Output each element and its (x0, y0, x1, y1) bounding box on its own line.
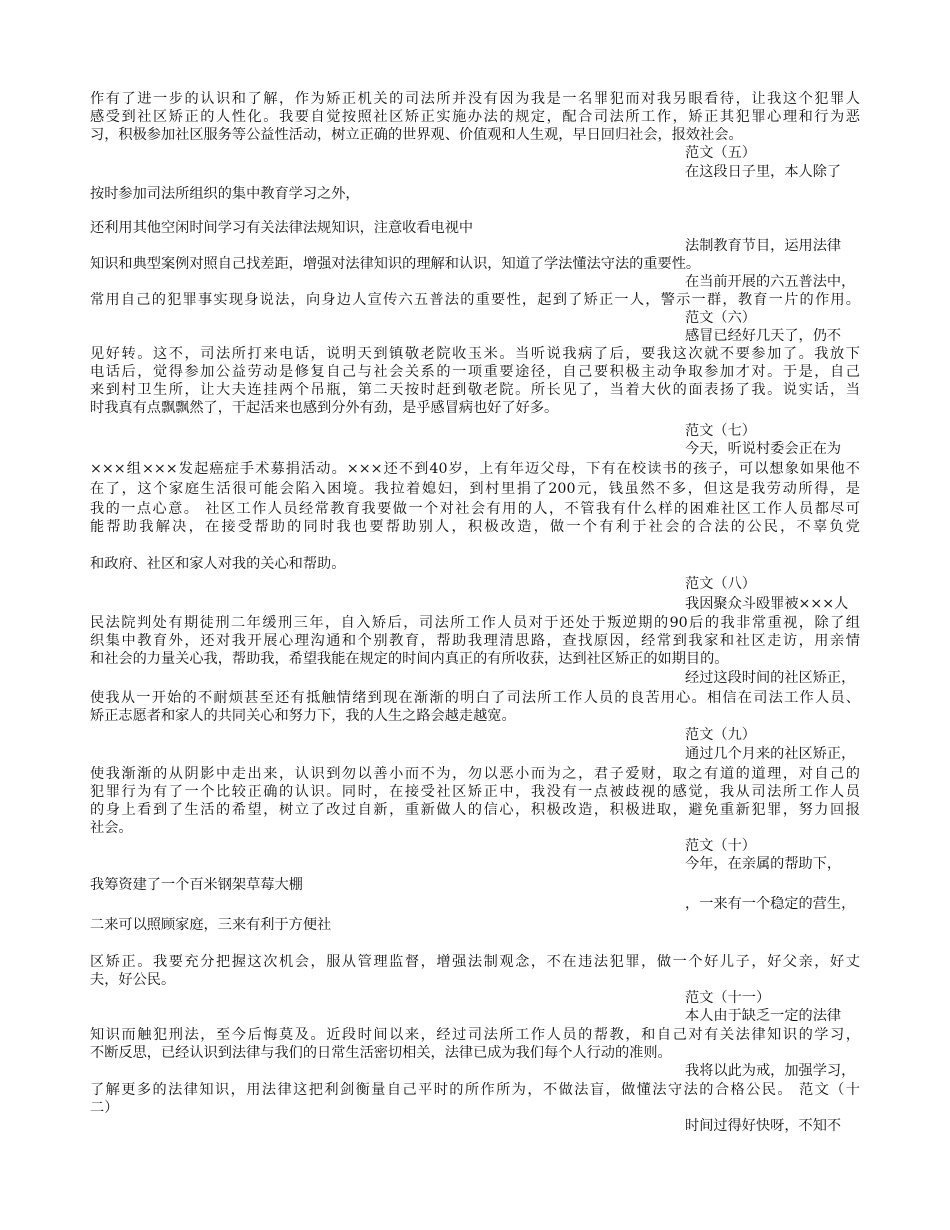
text-line: 能帮助我解决，在接受帮助的同时我也要帮助别人，积极改造，做一个有利于社会的合法的公民，不辜负党 (90, 519, 860, 535)
section-heading: 范文（七） (685, 423, 756, 439)
section-heading: 范文（八） (685, 576, 756, 592)
text-line: 今天，听说村委会正在为 (685, 441, 842, 457)
text-line: 通过几个月来的社区矫正， (685, 746, 856, 762)
section-heading: 范文（九） (685, 727, 756, 743)
text-line: 使我渐渐的从阴影中走出来，认识到勿以善小而不为，勿以恶小而为之，君子爱财，取之有道的道理，对自己的 (90, 766, 860, 782)
text-line: 和政府、社区和家人对我的关心和帮助。 (90, 556, 346, 572)
text-line: 矫正志愿者和家人的共同关心和努力下，我的人生之路会越走越宽。 (90, 708, 516, 724)
section-heading: 范文（十） (685, 838, 756, 854)
text-line: 作有了进一步的认识和了解，作为矫正机关的司法所并没有因为我是一名罪犯而对我另眼看待，让我这个犯罪人 (90, 91, 860, 107)
text-line: 感受到社区矫正的人性化。我要自觉按照社区矫正实施办法的规定，配合司法所工作，矫正其犯罪心理和行为恶 (90, 109, 860, 125)
text-line: 和社会的力量关心我，帮助我，希望我能在规定的时间内真正的有所收获，达到社区矫正的如期目的。 (90, 651, 729, 667)
text-line: 在这段日子里，本人除了 (685, 164, 842, 180)
text-line: ，一来有一个稳定的营生， (685, 896, 856, 912)
text-line: 按时参加司法所组织的集中教育学习之外， (90, 186, 360, 202)
text-line: 我的一点心意。 社区工作人员经常教育我要做一个对社会有用的人，不管我有什么样的困难社区工作人员都尽可 (90, 501, 860, 517)
text-line: 社会。 (90, 820, 133, 836)
text-line: 今年，在亲属的帮助下， (685, 856, 842, 872)
text-line: 了解更多的法律知识，用法律这把利剑衡量自己平时的所作所为，不做法盲，做懂法守法的合格公民。 范文（十 (90, 1082, 860, 1098)
section-heading: 范文（六） (685, 310, 756, 326)
text-line: 时我真有点飘飘然了，干起活来也感到分外有劲，是乎感冒病也好了好多。 (90, 400, 559, 416)
text-line: 本人由于缺乏一定的法律 (685, 1008, 842, 1024)
text-line: 习，积极参加社区服务等公益性活动，树立正确的世界观、价值观和人生观，早日回归社会，报效社会。 (90, 127, 743, 143)
text-line: 民法院判处有期徒刑二年缓刑三年，自入矫后，司法所工作人员对于还处于叛逆期的90后的我非常重视，除了组 (90, 615, 860, 631)
text-line: 不断反思，已经认识到法律与我们的日常生活密切相关，法律已成为我们每个人行动的准则。 (90, 1045, 672, 1061)
text-line: 二来可以照顾家庭，三来有利于方便社 (90, 917, 332, 933)
text-line: 法制教育节目，运用法律 (685, 238, 842, 254)
section-heading: 二） (90, 1100, 119, 1116)
text-line: 知识和典型案例对照自己找差距，增强对法律知识的理解和认识，知道了学法懂法守法的重要性。 (90, 256, 701, 272)
text-line: 区矫正。我要充分把握这次机会，服从管理监督，增强法制观念，不在违法犯罪，做一个好儿子，好父亲，好丈 (90, 954, 860, 970)
text-line: 织集中教育外，还对我开展心理沟通和个别教育，帮助我理清思路，查找原因，经常到我家和社区走访，用亲情 (90, 633, 860, 649)
text-line: 时间过得好快呀，不知不 (685, 1118, 842, 1134)
text-line: 常用自己的犯罪事实现身说法，向身边人宣传六五普法的重要性，起到了矫正一人，警示一群，教育一片的作用。 (90, 292, 860, 308)
text-line: 在了，这个家庭生活很可能会陷入困境。我拉着媳妇，到村里捐了200元，钱虽然不多，但这是我劳动所得，是 (90, 481, 860, 497)
text-line: 在当前开展的六五普法中， (685, 274, 856, 290)
text-line: ×××组×××发起癌症手术募捐活动。×××还不到40岁，上有年迈父母，下有在校读书的孩子，可以想象如果他不 (90, 461, 860, 477)
text-line: 还利用其他空闲时间学习有关法律法规知识，注意收看电视中 (90, 220, 474, 236)
text-line: 我筹资建了一个百米钢架草莓大棚 (90, 877, 303, 893)
text-line: 使我从一开始的不耐烦甚至还有抵触情绪到现在渐渐的明白了司法所工作人员的良苦用心。相信在司法工作人员、 (90, 690, 860, 706)
text-line: 的身上看到了生活的希望，树立了改过自新，重新做人的信心，积极改造，积极进取，避免重新犯罪，努力回报 (90, 802, 860, 818)
text-line: 电话后，觉得参加公益劳动是修复自己与社会关系的一项重要途径，自己要积极主动争取参加才对。于是，自己 (90, 364, 860, 380)
section-heading: 范文（五） (685, 145, 756, 161)
text-line: 知识而触犯刑法，至今后悔莫及。近段时间以来，经过司法所工作人员的帮教，和自己对有关法律知识的学习， (90, 1027, 860, 1043)
text-line: 我将以此为戒，加强学习， (685, 1063, 856, 1079)
text-line: 来到村卫生所，让大夫连挂两个吊瓶，第二天按时赶到敬老院。所长见了，当着大伙的面表扬了我。说实话，当 (90, 382, 860, 398)
text-line: 经过这段时间的社区矫正， (685, 670, 856, 686)
text-line: 感冒已经好几天了，仍不 (685, 328, 842, 344)
section-heading: 范文（十一） (685, 990, 771, 1006)
text-line: 见好转。这不，司法所打来电话，说明天到镇敬老院收玉米。当听说我病了后，要我这次就不要参加了。我放下 (90, 346, 860, 362)
text-line: 我因聚众斗殴罪被×××人 (685, 596, 849, 612)
text-line: 犯罪行为有了一个比较正确的认识。同时，在接受社区矫正中，我没有一点被歧视的感觉，我从司法所工作人员 (90, 784, 860, 800)
text-line: 夫，好公民。 (90, 972, 176, 988)
